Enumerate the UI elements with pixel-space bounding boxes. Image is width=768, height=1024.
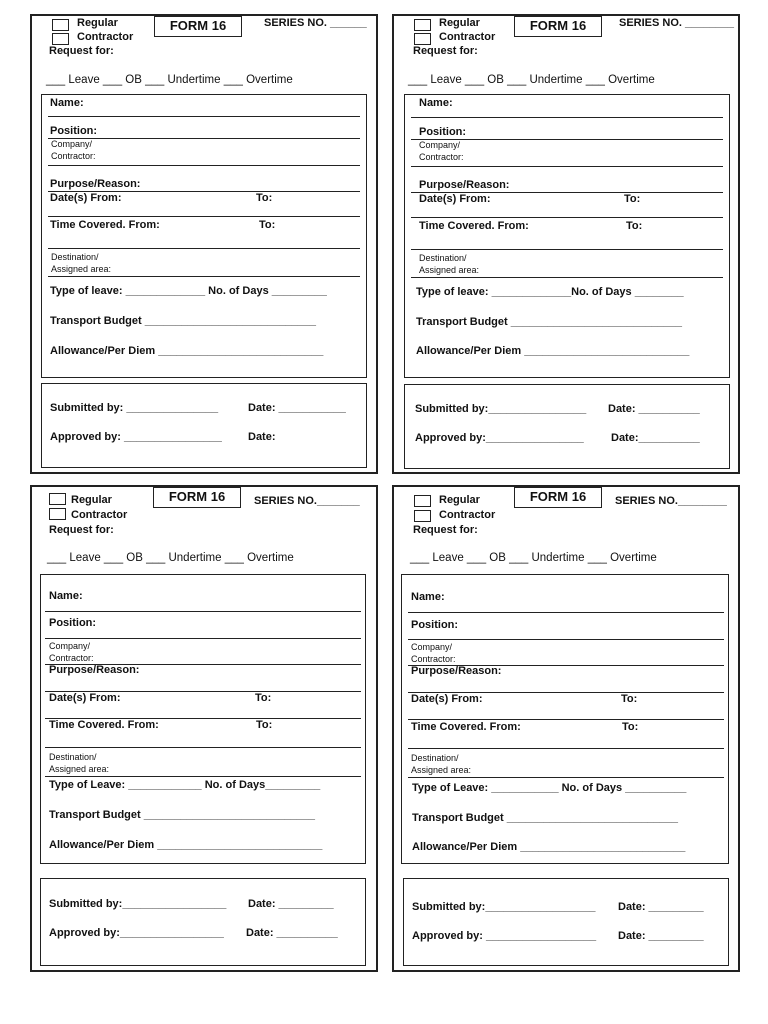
form-title: FORM 16 [154,16,242,37]
form-title: FORM 16 [514,16,602,37]
details-section [404,94,730,378]
form-bottom-right [392,485,740,972]
contractor-label: Contractor [439,509,496,521]
dates-from-label: Date(s) From: [411,693,483,705]
company-line [48,165,360,166]
dates-from-label: Date(s) From: [49,692,121,704]
regular-label: Regular [71,494,112,506]
details-section [41,94,367,378]
contractor-checkbox[interactable] [49,508,66,520]
request-for-label: Request for: [49,45,114,57]
submitted-by-field: Submitted by:_________________ [49,898,227,910]
allowance-field: Allowance/Per Diem ___________________________ [49,839,323,851]
name-label: Name: [411,591,445,603]
dates-line [408,719,724,720]
position-label: Position: [411,619,459,631]
request-options: ___ Leave ___ OB ___ Undertime ___ Overtime [410,552,657,564]
approved-by-field: Approved by: ________________ [50,431,222,443]
position-label: Position: [419,126,467,138]
name-line [48,116,360,117]
contractor-field-label: Contractor: [411,654,456,664]
transport-budget-field: Transport Budget ____________________________ [412,812,679,824]
submitted-by-field: Submitted by:__________________ [412,901,596,913]
request-for-label: Request for: [413,45,478,57]
time-covered-label: Time Covered. From: [50,219,160,231]
contractor-field-label: Contractor: [49,653,94,663]
regular-checkbox[interactable] [414,495,431,507]
name-label: Name: [419,97,453,109]
destination-label: Destination/ [419,253,467,263]
allowance-field: Allowance/Per Diem ___________________________ [416,345,690,357]
destination-line [411,277,723,278]
name-line [411,117,723,118]
time-to-label: To: [622,721,639,733]
regular-checkbox[interactable] [52,19,69,31]
submitted-by-field: Submitted by:________________ [415,403,587,415]
approved-by-field: Approved by: __________________ [412,930,597,942]
approved-date-field: Date: [248,431,276,443]
allowance-field: Allowance/Per Diem ___________________________ [412,841,686,853]
approval-section [404,384,730,469]
submitted-date-field: Date: _________ [248,898,334,910]
approved-by-field: Approved by:________________ [415,432,584,444]
contractor-field-label: Contractor: [51,151,96,161]
purpose-label: Purpose/Reason: [50,178,141,190]
destination-label: Destination/ [49,752,97,762]
type-of-leave-field: Type of Leave: ___________ No. of Days __________ [412,782,687,794]
dates-to-label: To: [255,692,272,704]
contractor-label: Contractor [71,509,128,521]
details-section [401,574,729,864]
regular-checkbox[interactable] [414,19,431,31]
transport-budget-field: Transport Budget ____________________________ [50,315,317,327]
form-top-right [392,14,740,474]
destination-label: Destination/ [51,252,99,262]
form-top-left [30,14,378,474]
type-of-leave-field: Type of Leave: ____________ No. of Days_________ [49,779,321,791]
time-covered-label: Time Covered. From: [419,220,529,232]
request-for-label: Request for: [413,524,478,536]
submitted-date-field: Date: ___________ [248,402,346,414]
approved-date-field: Date: __________ [246,927,338,939]
submitted-by-field: Submitted by: _______________ [50,402,219,414]
time-line [408,748,724,749]
position-line [45,638,361,639]
time-to-label: To: [259,219,276,231]
dates-line [411,217,723,218]
company-label: Company/ [49,641,91,651]
purpose-label: Purpose/Reason: [49,664,140,676]
request-options: ___ Leave ___ OB ___ Undertime ___ Overtime [408,74,655,86]
dates-from-label: Date(s) From: [419,193,491,205]
series-number: SERIES NO. ________ [619,17,734,29]
approved-date-field: Date:__________ [611,432,700,444]
time-line [48,248,360,249]
destination-label: Destination/ [411,753,459,763]
series-number: SERIES NO._______ [254,495,360,507]
dates-to-label: To: [621,693,638,705]
destination-line [408,777,724,778]
position-label: Position: [50,125,98,137]
contractor-checkbox[interactable] [414,510,431,522]
contractor-checkbox[interactable] [414,33,431,45]
form-bottom-left [30,485,378,972]
approval-section [41,383,367,468]
type-of-leave-field: Type of leave: _____________ No. of Days _________ [50,285,327,297]
request-options: ___ Leave ___ OB ___ Undertime ___ Overtime [46,74,293,86]
submitted-date-field: Date: __________ [608,403,700,415]
assigned-area-label: Assigned area: [51,264,112,274]
time-to-label: To: [626,220,643,232]
position-line [408,639,724,640]
dates-to-label: To: [256,192,273,204]
time-line [411,249,723,250]
dates-from-label: Date(s) From: [50,192,122,204]
company-label: Company/ [419,140,461,150]
submitted-date-field: Date: _________ [618,901,704,913]
time-line [45,747,361,748]
dates-to-label: To: [624,193,641,205]
position-line [48,138,360,139]
contractor-label: Contractor [439,31,496,43]
dates-line [48,216,360,217]
approved-by-field: Approved by:_________________ [49,927,224,939]
approval-section [403,878,729,966]
assigned-area-label: Assigned area: [419,265,480,275]
request-options: ___ Leave ___ OB ___ Undertime ___ Overtime [47,552,294,564]
contractor-field-label: Contractor: [419,152,464,162]
regular-label: Regular [77,17,118,29]
contractor-checkbox[interactable] [52,33,69,45]
company-line [45,664,361,665]
request-for-label: Request for: [49,524,114,536]
assigned-area-label: Assigned area: [411,765,472,775]
type-of-leave-field: Type of leave: _____________No. of Days ________ [416,286,684,298]
contractor-label: Contractor [77,31,134,43]
name-label: Name: [49,590,83,602]
form-title: FORM 16 [153,487,241,508]
assigned-area-label: Assigned area: [49,764,110,774]
name-line [45,611,361,612]
purpose-label: Purpose/Reason: [411,665,502,677]
regular-label: Regular [439,494,480,506]
allowance-field: Allowance/Per Diem ___________________________ [50,345,324,357]
name-label: Name: [50,97,84,109]
series-number: SERIES NO.________ [615,495,727,507]
time-to-label: To: [256,719,273,731]
approval-section [40,878,366,966]
destination-line [45,776,361,777]
purpose-label: Purpose/Reason: [419,179,510,191]
regular-label: Regular [439,17,480,29]
name-line [408,612,724,613]
company-label: Company/ [51,139,93,149]
destination-line [48,276,360,277]
time-covered-label: Time Covered. From: [49,719,159,731]
approved-date-field: Date: _________ [618,930,704,942]
transport-budget-field: Transport Budget ____________________________ [416,316,683,328]
time-covered-label: Time Covered. From: [411,721,521,733]
position-label: Position: [49,617,97,629]
company-line [411,166,723,167]
series-number: SERIES NO. ______ [264,17,367,29]
details-section [40,574,366,864]
transport-budget-field: Transport Budget ____________________________ [49,809,316,821]
company-line [408,665,724,666]
form-title: FORM 16 [514,487,602,508]
regular-checkbox[interactable] [49,493,66,505]
company-label: Company/ [411,642,453,652]
